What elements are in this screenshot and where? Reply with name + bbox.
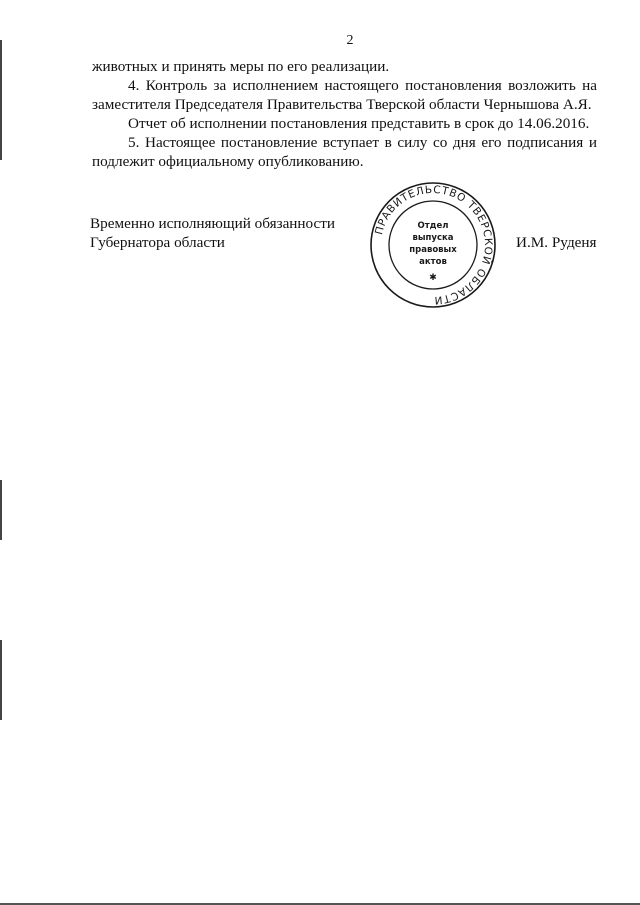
document-body: [92, 57, 597, 171]
paragraph-report: Отчет об исполнении постановления представить в срок до 14.06.2016.: [128, 115, 590, 132]
stamp-inner-line-4: актов: [419, 257, 447, 267]
stamp-inner-line-1: Отдел: [417, 221, 449, 231]
page-number: 2: [346, 33, 354, 48]
signatory-title: [90, 214, 335, 252]
paragraph-continuation: животных и принять меры по его реализации.: [92, 58, 390, 75]
scan-edge-mark: [0, 40, 2, 160]
stamp-inner-line-2: выпуска: [412, 233, 454, 243]
signatory-title-line-2: Губернатора области: [90, 234, 225, 251]
stamp-inner-line-3: правовых: [409, 245, 457, 255]
signatory-name: И.М. Руденя: [516, 234, 597, 251]
paragraph-item-5: 5. Настоящее постановление вступает в силу со дня его подписания и подлежит официальному опубликованию.: [92, 134, 597, 170]
paragraph-item-4: 4. Контроль за исполнением настоящего постановления возложить на заместителя Председателя Правительства Тверской области Чернышова А.Я.: [92, 77, 597, 113]
stamp-star-icon: ✱: [429, 273, 437, 283]
scan-edge-mark: [0, 640, 2, 720]
signatory-title-line-1: Временно исполняющий обязанности: [90, 215, 336, 232]
scan-edge-mark: [0, 480, 2, 540]
stamp-ring-text: ПРАВИТЕЛЬСТВО ТВЕРСКОЙ ОБЛАСТИ: [373, 183, 495, 307]
official-stamp: [368, 180, 498, 310]
stamp-graphic: [368, 180, 498, 310]
